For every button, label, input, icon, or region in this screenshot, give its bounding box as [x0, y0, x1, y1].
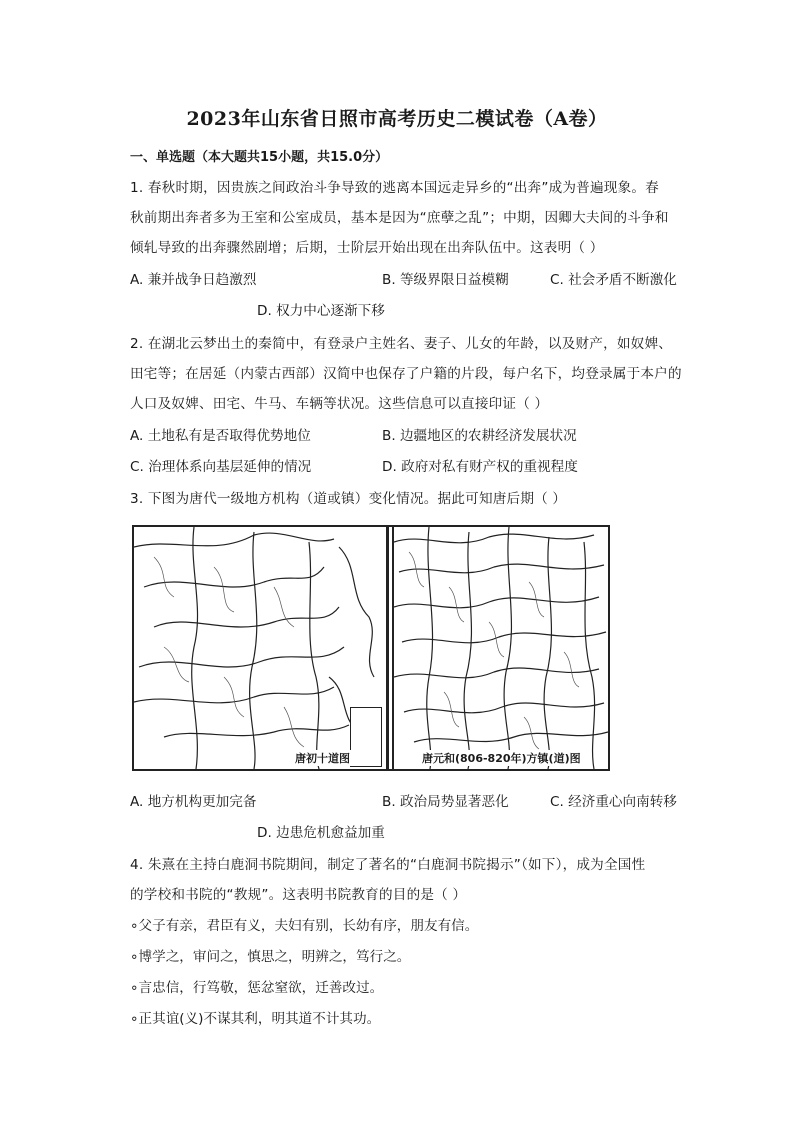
q1-line-2: 秋前期出奔者多为王室和公室成员，基本是因为“庶孽之乱”；中期，因卿大夫间的斗争和	[130, 210, 669, 226]
q4-rule-4: ∘正其谊(义)不谋其利，明其道不计其功。	[130, 1011, 381, 1027]
q1-option-c[interactable]: C. 社会矛盾不断激化	[550, 272, 677, 288]
q3-option-d[interactable]: D. 边患危机愈益加重	[257, 825, 385, 841]
q3-option-b[interactable]: B. 政治局势显著恶化	[382, 794, 509, 810]
map-left-drawing	[134, 527, 386, 769]
q2-line-2: 田宅等；在居延（内蒙古西部）汉简中也保存了户籍的片段，每户名下，均登录属于本户的	[130, 366, 682, 382]
q1-option-b[interactable]: B. 等级界限日益模糊	[382, 272, 509, 288]
q4-rule-1: ∘父子有亲，君臣有义，夫妇有别，长幼有序，朋友有信。	[130, 918, 479, 934]
q3-option-c[interactable]: C. 经济重心向南转移	[550, 794, 677, 810]
map-left-label: 唐初十道图	[295, 752, 350, 765]
q4-rule-2: ∘博学之，审问之，慎思之，明辨之，笃行之。	[130, 949, 411, 965]
q2-line-1: 2. 在湖北云梦出土的秦简中，有登录户主姓名、妻子、儿女的年龄，以及财产，如奴婢、	[130, 336, 673, 352]
q1-line-1: 1. 春秋时期，因贵族之间政治斗争导致的逃离本国远走异乡的“出奔”成为普遍现象。春	[130, 180, 659, 196]
q2-option-a[interactable]: A. 土地私有是否取得优势地位	[130, 428, 311, 444]
q2-option-b[interactable]: B. 边疆地区的农耕经济发展状况	[382, 428, 577, 444]
q1-line-3: 倾轧导致的出奔骤然剧增；后期，士阶层开始出现在出奔队伍中。这表明（ ）	[130, 240, 604, 256]
map-tang-early-ten-circuits	[134, 527, 389, 769]
q2-option-d[interactable]: D. 政府对私有财产权的重视程度	[382, 459, 578, 475]
q2-line-3: 人口及奴婢、田宅、牛马、车辆等状况。这些信息可以直接印证（ ）	[130, 396, 549, 412]
tang-maps-figure	[132, 525, 610, 771]
q3-option-a[interactable]: A. 地方机构更加完备	[130, 794, 257, 810]
page-title: 2023年山东省日照市高考历史二模试卷（A卷）	[186, 108, 608, 130]
q4-rule-3: ∘言忠信，行笃敬，惩忿窒欲，迁善改过。	[130, 980, 384, 996]
map-right-label: 唐元和(806-820年)方镇(道)图	[422, 752, 581, 765]
q2-option-c[interactable]: C. 治理体系向基层延伸的情况	[130, 459, 312, 475]
map-tang-yuanhe-fangzhen	[392, 527, 610, 769]
q1-option-a[interactable]: A. 兼并战争日趋激烈	[130, 272, 257, 288]
map-right-drawing	[394, 527, 610, 769]
q4-line-1: 4. 朱熹在主持白鹿洞书院期间，制定了著名的“白鹿洞书院揭示”（如下），成为全国性	[130, 857, 646, 873]
q3-line-1: 3. 下图为唐代一级地方机构（道或镇）变化情况。据此可知唐后期（ ）	[130, 491, 567, 507]
section-heading: 一、单选题（本大题共15小题，共15.0分）	[130, 150, 389, 165]
q4-line-2: 的学校和书院的“教规”。这表明书院教育的目的是（ ）	[130, 887, 467, 903]
map-inset-south-sea	[350, 707, 382, 767]
q1-option-d[interactable]: D. 权力中心逐渐下移	[257, 303, 385, 319]
